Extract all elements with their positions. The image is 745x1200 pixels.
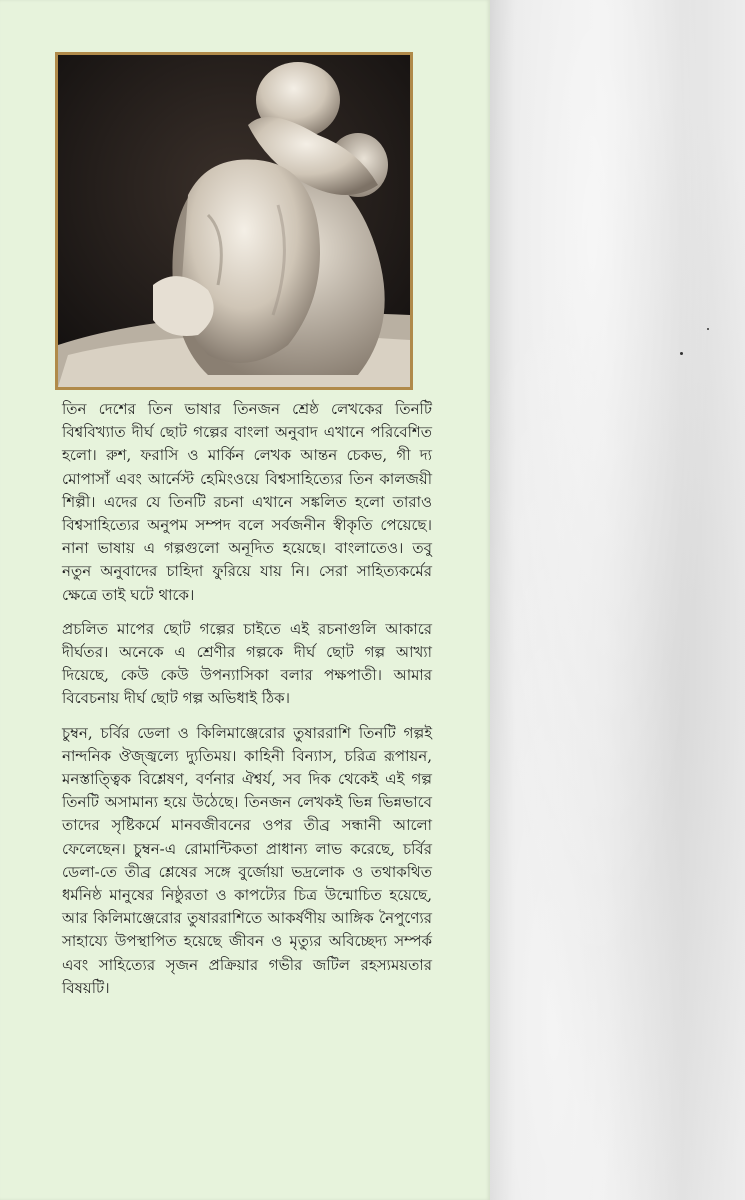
paragraph-2: প্রচলিত মাপের ছোট গল্পের চাইতে এই রচনাগুলি আকারে দীর্ঘতর। অনেকে এ শ্রেণীর গল্পকে দীর্ঘ ছোট গল্প আখ্যা দিয়েছে, কেউ কেউ উপন্যাসিকা বলার পক্ষপাতী। আমার বিবেচনায় দীর্ঘ ছোট গল্প অভিধাই ঠিক। <box>62 619 432 708</box>
paragraph-1: তিন দেশের তিন ভাষার তিনজন শ্রেষ্ঠ লেখকের তিনটি বিশ্ববিখ্যাত দীর্ঘ ছোট গল্পের বাংলা অনুবাদ এখানে পরিবেশিত হলো। রুশ, ফরাসি ও মার্কিন লেখক আন্তন চেকভ, গী দ্য মোপাসাঁ এবং আর্নেস্ট হেমিংওয়ে বিশ্বসাহিত্যের তিন কালজয়ী শিল্পী। এদের যে তিনটি রচনা এখানে সঙ্কলিত হলো তারাও বিশ্বসাহিত্যের অনুপম সম্পদ বলে সর্বজনীন স্বীকৃতি পেয়েছে। নানা ভাষায় এ গল্পগুলো অনূদিত হয়েছে। বাংলাতেও। তবু নতুন অনুবাদের চাহিদা ফুরিয়ে যায় নি। সেরা সাহিত্যকর্মের ক্ষেত্রে তাই ঘটে থাকে। <box>62 400 432 604</box>
paper-speck <box>707 328 709 330</box>
sculpture-illustration <box>58 55 410 387</box>
cover-paper <box>490 0 745 1200</box>
paragraph-3: চুম্বন, চর্বির ডেলা ও কিলিমাঞ্জেরোর তুষাররাশি তিনটি গল্পই নান্দনিক ঔজ্জ্বল্যে দ্যুতিময়। কাহিনী বিন্যাস, চরিত্র রূপায়ন, মনস্তাত্ত্বিক বিশ্লেষণ, বর্ণনার ঐশ্বর্য, সব দিক থেকেই এই গল্প তিনটি অসামান্য হয়ে উঠেছে। তিনজন লেখকই ভিন্ন ভিন্নভাবে তাদের সৃষ্টিকর্মে মানবজীবনের ওপর তীব্র সন্ধানী আলো ফেলেছেন। চুম্বন-এ রোমান্টিকতা প্রাধান্য লাভ করেছে, চর্বির ডেলা-তে তীব্র শ্লেষের সঙ্গে বুর্জোয়া ভদ্রলোক ও তথাকথিত ধর্মনিষ্ঠ মানুষের নিষ্ঠুরতা ও কাপট্যের চিত্র উন্মোচিত হয়েছে, আর কিলিমাঞ্জেরোর তুষাররাশিতে আকর্ষণীয় আঙ্গিক নৈপুণ্যের সাহায্যে উপস্থাপিত হয়েছে জীবন ও মৃত্যুর অবিচ্ছেদ্য সম্পর্ক এবং সাহিত্যের সৃজন প্রক্রিয়ার গভীর জটিল রহস্যময়তার বিষয়টি। <box>62 723 432 997</box>
description-text <box>62 398 432 1011</box>
sculpture-photo <box>55 52 413 390</box>
paper-speck <box>680 352 683 355</box>
paper-texture <box>490 0 745 1200</box>
